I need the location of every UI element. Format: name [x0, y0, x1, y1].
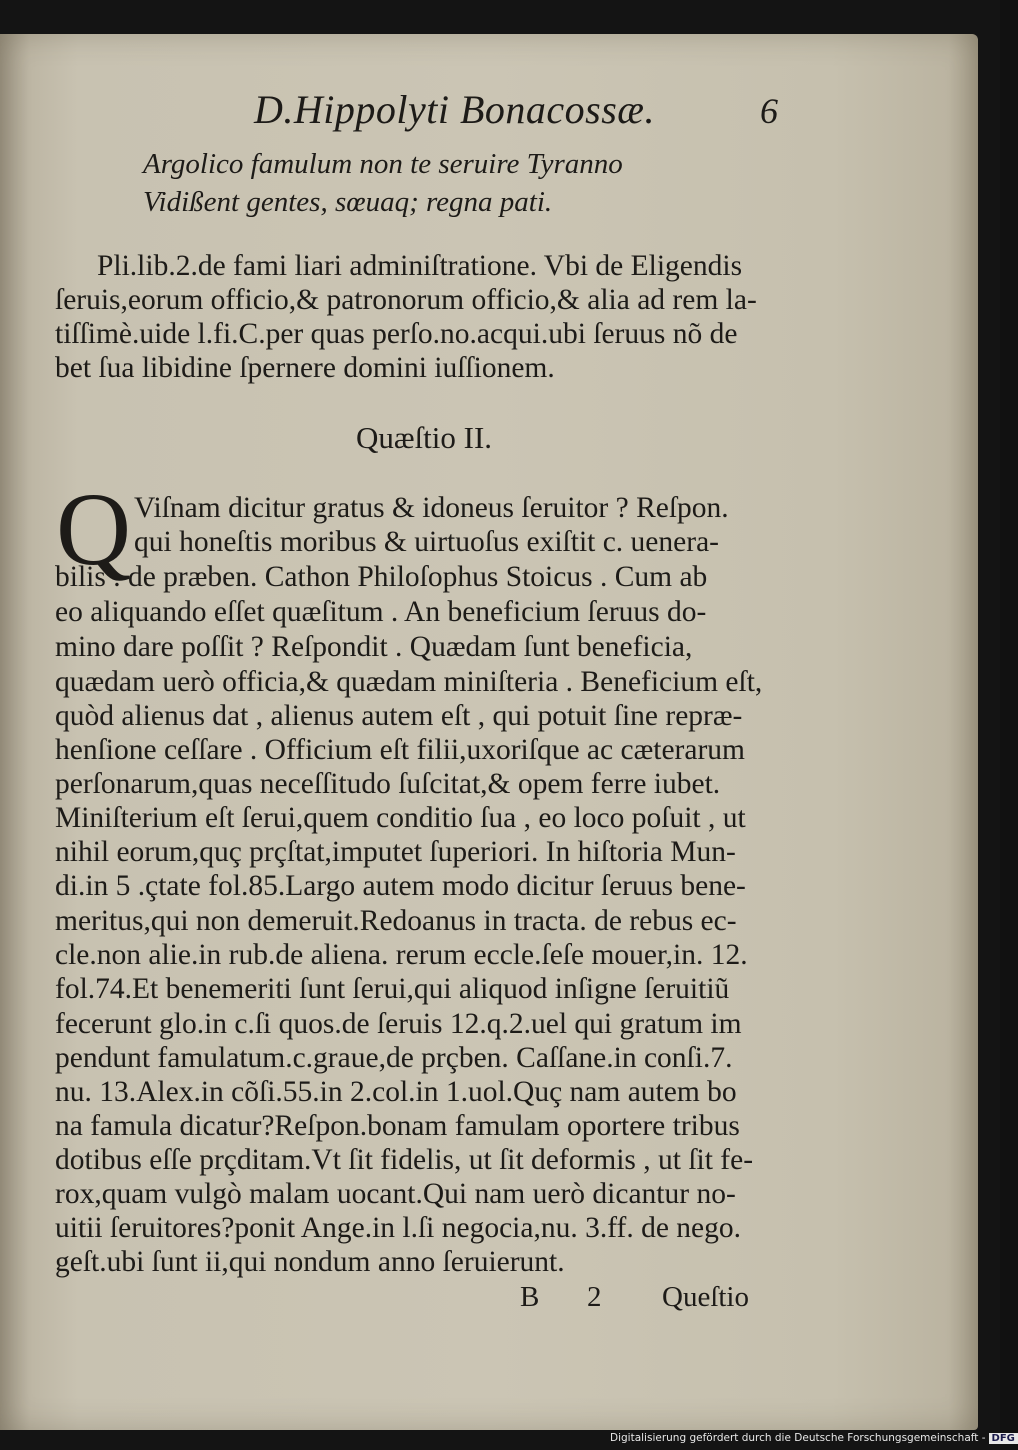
text-line: tiſſimè.uide l.fi.C.per quas perſo.no.acqui.ubi ſeruus nõ de — [55, 318, 738, 350]
text-line: quædam uerò officia,& quædam miniſteria . Beneficium eſt, — [55, 666, 763, 698]
text-line: bilis . de præben. Cathon Philoſophus Stoicus . Cum ab — [55, 561, 708, 593]
signature-mark: B — [520, 1281, 540, 1313]
text-line: dotibus eſſe prçditam.Vt ſit fidelis, ut ſit deformis , ut ſit fe- — [55, 1144, 754, 1176]
signature-number: 2 — [587, 1281, 602, 1313]
text-line: meritus,qui non demeruit.Redoanus in tracta. de rebus ec- — [55, 905, 737, 937]
text-line: di.in 5 .çtate fol.85.Largo autem modo dicitur ſeruus bene- — [55, 870, 746, 902]
drop-cap: Q — [56, 472, 132, 587]
text-line: mino dare poſſit ? Reſpondit . Quædam ſunt beneficia, — [55, 631, 693, 663]
text-line: bet ſua libidine ſpernere domini iuſſionem. — [55, 352, 555, 384]
text-line: Pli.lib.2.de fami liari adminiſtratione. Vbi de Eligendis — [97, 250, 743, 282]
text-line: qui honeſtis moribus & uirtuoſus exiſtit c. uenera- — [134, 526, 719, 558]
text-line: eo aliquando eſſet quæſitum . An beneficium ſeruus do- — [55, 596, 707, 628]
text-line: fol.74.Et benemeriti ſunt ſerui,qui aliquod inſigne ſeruitiũ — [55, 973, 730, 1005]
text-line: Miniſterium eſt ſerui,quem conditio ſua , eo loco poſuit , ut — [55, 802, 746, 834]
digitization-credit — [610, 1432, 1018, 1444]
text-line: na famula dicatur?Reſpon.bonam famulam oportere tribus — [55, 1110, 740, 1142]
text-line: fecerunt glo.in c.ſi quos.de ſeruis 12.q.2.uel qui gratum im — [55, 1008, 742, 1040]
text-line: ſeruis,eorum officio,& patronorum officio,& alia ad rem la- — [55, 284, 757, 316]
page-number: 6 — [760, 91, 778, 131]
dfg-logo: DFG — [989, 1433, 1018, 1444]
catchword: Queſtio — [662, 1281, 749, 1313]
text-line: nu. 13.Alex.in cõſi.55.in 2.col.in 1.uol.Quç nam autem bo — [55, 1076, 737, 1108]
question-heading: Quæſtio II. — [356, 420, 493, 455]
text-line: henſione ceſſare . Officium eſt filii,uxoriſque ac cæterarum — [55, 734, 745, 766]
text-line: uitii ſeruitores?ponit Ange.in l.ſi negocia,nu. 3.ff. de nego. — [55, 1212, 742, 1244]
text-line: pendunt famulatum.c.graue,de prçben. Caſſane.in conſi.7. — [55, 1042, 733, 1074]
text-line: rox,quam vulgò malam uocant.Qui nam uerò dicantur no- — [55, 1178, 736, 1210]
running-header: D.Hippolyti Bonacossæ. — [254, 87, 655, 132]
text-line: cle.non alie.in rub.de aliena. rerum eccle.ſeſe mouer,in. 12. — [55, 939, 748, 971]
text-line: geſt.ubi ſunt ii,qui nondum anno ſeruierunt. — [55, 1246, 565, 1278]
text-line: quòd alienus dat , alienus autem eſt , qui potuit ſine repræ- — [55, 700, 743, 732]
text-line: nihil eorum,quç prçſtat,imputet ſuperiori. In hiſtoria Mun- — [55, 836, 736, 868]
credit-text: Digitalisierung gefördert durch die Deutsche Forschungsgemeinschaft - — [610, 1432, 986, 1444]
verse-line: Argolico famulum non te seruire Tyranno — [143, 148, 623, 180]
verse-line: Vidißent gentes, sœuaq; regna pati. — [143, 186, 553, 218]
text-line: Viſnam dicitur gratus & idoneus ſeruitor ? Reſpon. — [134, 492, 729, 524]
text-line: perſonarum,quas neceſſitudo ſuſcitat,& opem ferre iubet. — [55, 768, 721, 800]
